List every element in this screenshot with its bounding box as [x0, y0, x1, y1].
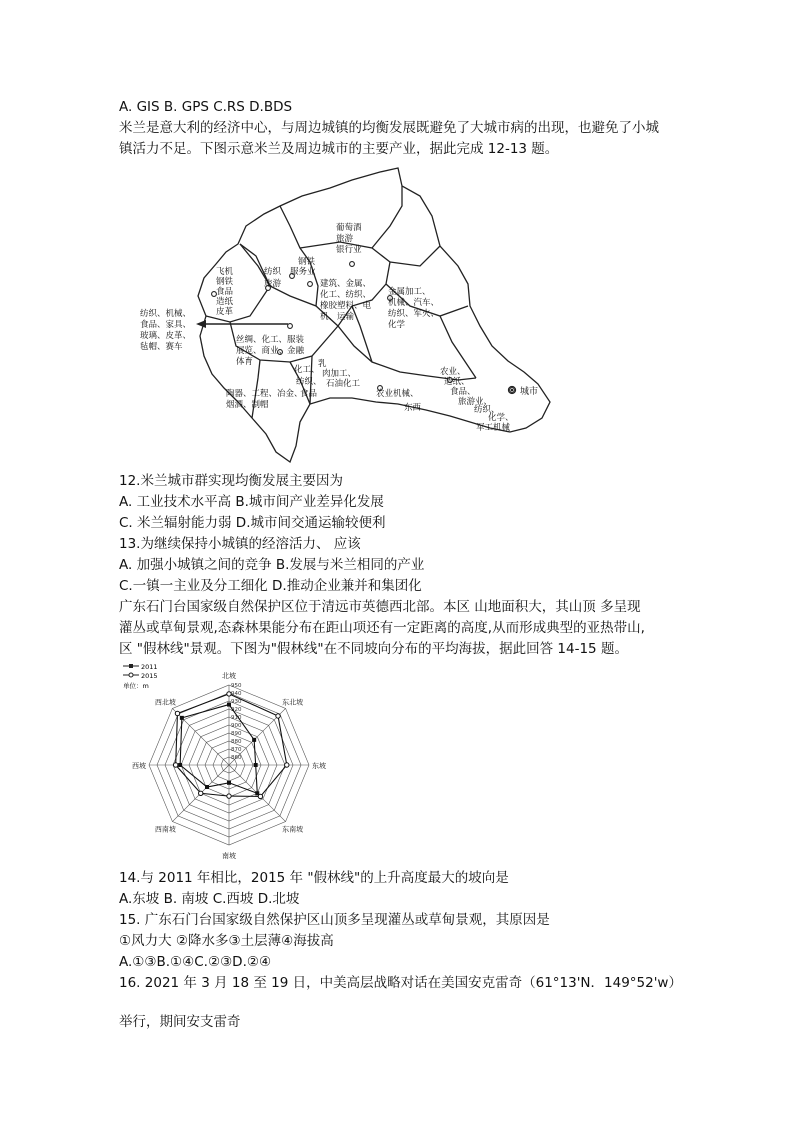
label-l-6: 化学、: [488, 413, 514, 423]
radar-direction-label: 东南坡: [282, 825, 304, 834]
svg-text:葡萄酒: [336, 222, 362, 233]
legend-2011: 2011: [141, 663, 158, 671]
label-d-1: 飞机: [216, 267, 234, 277]
label-f-2: 机械、汽车、: [388, 298, 440, 308]
question-14: 14.与 2011 年相比，2015 年 "假林线"的上升高度最大的坡向是: [119, 870, 509, 886]
radar-point-2011: [227, 781, 231, 785]
question-15-statements: ①风力大 ②降水多③土层薄④海拔高: [119, 933, 334, 949]
svg-text:食品、: [450, 386, 476, 397]
label-a-2: 旅游: [336, 234, 354, 244]
label-g-1: 纺织、机械、: [140, 309, 192, 319]
label-h-1: 丝绸、化工、服装: [236, 335, 305, 345]
false-treeline-radar-chart: [119, 660, 339, 862]
radar-point-2015: [175, 711, 179, 715]
label-e-1: 建筑、金属、: [320, 279, 372, 289]
svg-text:建筑、金属、: [320, 278, 371, 289]
radar-point-2015: [173, 763, 177, 767]
label-d-5: 皮革: [216, 307, 234, 317]
label-a-1: 葡萄酒: [336, 223, 362, 233]
svg-text:军工机械: [476, 422, 511, 433]
passage-milan-2: 镇活力不足。下图示意米兰及周边城市的主要产业，据此完成 12-13 题。: [119, 141, 559, 157]
radar-point-2011: [227, 703, 231, 707]
svg-text:烟酒、制帽: [226, 399, 269, 410]
radar-tick-label: 890: [231, 731, 242, 737]
label-m-2: 纺织、: [296, 377, 322, 387]
svg-text:食品、家具、: [140, 319, 191, 330]
radar-direction-label: 东北坡: [282, 698, 304, 707]
radar-tick-label: 860: [231, 755, 242, 761]
legend-2015: 2015: [141, 672, 158, 680]
svg-text:化工、: [294, 364, 320, 375]
label-f-1: 金属加工、: [388, 287, 431, 297]
svg-text:化学: [388, 319, 406, 330]
radar-point-2015: [258, 794, 262, 798]
passage-shimentai-3: 区 "假林线"景观。下图为"假林线"在不同坡向分布的平均海拔，据此回答 14-15 题。: [119, 641, 628, 657]
question-16-cont: 举行，期间安支雷奇: [119, 1014, 241, 1030]
radar-direction-label: 西南坡: [154, 825, 176, 834]
svg-text:农业机械、: [376, 388, 419, 399]
label-j-2: 肉加工、: [322, 369, 357, 379]
question-15: 15. 广东石门台国家级自然保护区山顶多呈现灌丛或草甸景观，其原因是: [119, 912, 550, 928]
radar-tick-label: 930: [231, 699, 242, 705]
radar-tick-label: 950: [231, 683, 242, 689]
label-e-4: 机、运输: [320, 312, 355, 322]
svg-text:钢铁: [298, 256, 316, 267]
label-m-3: 食品: [300, 389, 318, 399]
label-f-3: 纺织、军火、: [388, 309, 440, 319]
radar-point-2015: [227, 794, 231, 798]
svg-text:橡胶塑料、电: [320, 300, 372, 311]
radar-point-2015: [227, 692, 231, 696]
radar-tick-label: 880: [231, 739, 242, 745]
radar-series-2011-line: [180, 705, 257, 794]
svg-text:东西: [404, 402, 422, 413]
svg-text:陶器、工程、冶金、: [226, 388, 303, 399]
svg-text:肉加工、: [322, 368, 356, 379]
label-i-1: 陶器、工程、冶金、: [226, 389, 303, 399]
label-e-3: 橡胶塑料、电: [320, 301, 372, 311]
passage-shimentai-1: 广东石门台国家级自然保护区位于清远市英德西北部。本区 山地面积大，其山顶 多呈现: [119, 599, 641, 615]
radar-tick-label: 920: [231, 707, 242, 713]
svg-text:食品: [216, 286, 234, 297]
svg-text:服务业: [290, 266, 316, 277]
svg-text:纺织: [264, 266, 282, 277]
label-g-2: 食品、家具、: [140, 320, 192, 330]
svg-text:体育: [236, 356, 253, 367]
question-12: 12.米兰城市群实现均衡发展主要因为: [119, 473, 343, 489]
label-l-3: 食品、: [450, 387, 476, 397]
label-k-1: 农业机械、: [376, 389, 419, 399]
svg-text:旅游: [336, 233, 354, 244]
svg-text:毡帽、赛车: [140, 341, 183, 352]
question-13-options-ab: A. 加强小城镇之间的竞争 B.发展与米兰相同的产业: [119, 557, 425, 573]
label-j-3: 石油化工: [326, 379, 361, 389]
label-d-2: 钢铁: [216, 277, 234, 287]
radar-direction-label: 东坡: [312, 762, 326, 770]
label-l-1: 农业、: [440, 367, 466, 377]
label-l-4: 旅游业、: [458, 397, 493, 407]
label-k-2: 东西: [404, 403, 422, 413]
label-a-3: 银行业: [336, 245, 362, 255]
svg-text:玻璃、皮革、: [140, 330, 191, 341]
question-12-options-cd: C. 米兰辐射能力弱 D.城市间交通运输较便利: [119, 515, 386, 531]
radar-point-2015: [276, 714, 280, 718]
question-13: 13.为继续保持小城镇的经溶活力、 应该: [119, 536, 361, 552]
question-12-options-ab: A. 工业技术水平高 B.城市间产业差异化发展: [119, 494, 384, 510]
svg-text:石油化工: [326, 378, 361, 389]
svg-text:化工、纺织、: [320, 289, 371, 300]
radar-direction-label: 西坡: [132, 762, 146, 770]
radar-tick-label: 940: [231, 691, 242, 697]
label-b-2: 服务业: [290, 267, 316, 277]
radar-legend: [123, 663, 158, 690]
radar-direction-label: 西北坡: [154, 698, 176, 707]
svg-text:旅游: [264, 278, 282, 289]
arrow-head-icon: [196, 320, 206, 328]
label-d-3: 食品: [216, 287, 234, 297]
question-16: 16. 2021 年 3 月 18 至 19 日，中美高层战略对话在美国安克雷奇（61°13'N．149°52'w）: [119, 975, 682, 991]
options-q11: A. GIS B. GPS C.RS D.BDS: [119, 99, 293, 115]
svg-text:丝绸、化工、服装: [236, 334, 305, 345]
label-l-5: 纺织、: [474, 405, 500, 415]
label-h-3: 体育: [236, 357, 254, 367]
svg-text:纺织、: [296, 376, 322, 387]
label-f-4: 化学: [388, 320, 406, 330]
radar-point-2011: [205, 785, 209, 789]
legend-city: 城市: [520, 387, 539, 397]
label-c-1: 纺织: [264, 267, 282, 277]
label-l-2: 造纸、: [444, 377, 470, 387]
label-m-1: 化工、: [294, 365, 320, 375]
svg-text:机、运输: [320, 311, 355, 322]
radar-tick-label: 900: [231, 723, 242, 729]
svg-text:展览、商业、金融: [236, 345, 305, 356]
passage-milan-1: 米兰是意大利的经济中心，与周边城镇的均衡发展既避免了大城市病的出现，也避免了小城: [119, 120, 659, 136]
radar-direction-label: 北坡: [222, 672, 236, 680]
svg-text:农业、: [440, 366, 466, 377]
passage-shimentai-2: 灌丛或草甸景观,态森林果能分布在距山项还有一定距离的高度,从而形成典型的亚热带山,: [119, 620, 645, 636]
milan-industry-map: [140, 166, 560, 464]
label-j-1: 乳: [318, 359, 327, 369]
label-l-7: 军工机械: [476, 423, 511, 433]
svg-text:造纸: [216, 296, 234, 307]
radar-point-2015: [285, 763, 289, 767]
svg-text:银行业: [336, 244, 362, 255]
label-b-1: 钢铁: [298, 257, 316, 267]
svg-text:钢铁: [216, 276, 234, 287]
svg-text:飞机: [216, 266, 234, 277]
svg-text:皮革: [216, 306, 234, 317]
radar-tick-label: 910: [231, 715, 242, 721]
label-g-4: 毡帽、赛车: [140, 342, 183, 352]
radar-point-2015: [199, 791, 203, 795]
label-d-4: 造纸: [216, 297, 234, 307]
radar-point-2011: [180, 716, 184, 720]
label-g-3: 玻璃、皮革、: [140, 331, 192, 341]
svg-text:食品: [300, 388, 318, 399]
label-c-2: 旅游: [264, 279, 282, 289]
label-e-2: 化工、纺织、: [320, 290, 372, 300]
question-14-options: A.东坡 B. 南坡 C.西坡 D.北坡: [119, 891, 300, 907]
radar-tick-label: 870: [231, 747, 242, 753]
svg-text:化学、: [488, 412, 514, 423]
label-i-2: 烟酒、制帽: [226, 400, 269, 410]
svg-text:金属加工、: [388, 286, 431, 297]
radar-unit: 单位：m: [123, 682, 149, 690]
radar-direction-label: 南坡: [222, 852, 236, 860]
radar-point-2011: [254, 763, 258, 767]
svg-text:造纸、: [444, 376, 470, 387]
question-13-options-cd: C.一镇一主业及分工细化 D.推动企业兼并和集团化: [119, 578, 422, 594]
svg-text:纺织、机械、: [140, 308, 191, 319]
question-15-options: A.①③B.①④C.②③D.②④: [119, 954, 272, 970]
radar-point-2011: [178, 763, 182, 767]
radar-point-2011: [252, 738, 256, 742]
svg-text:机械、汽车、: [388, 297, 439, 308]
svg-text:纺织、军火、: [388, 308, 439, 319]
label-h-2: 展览、商业、金融: [236, 346, 305, 356]
